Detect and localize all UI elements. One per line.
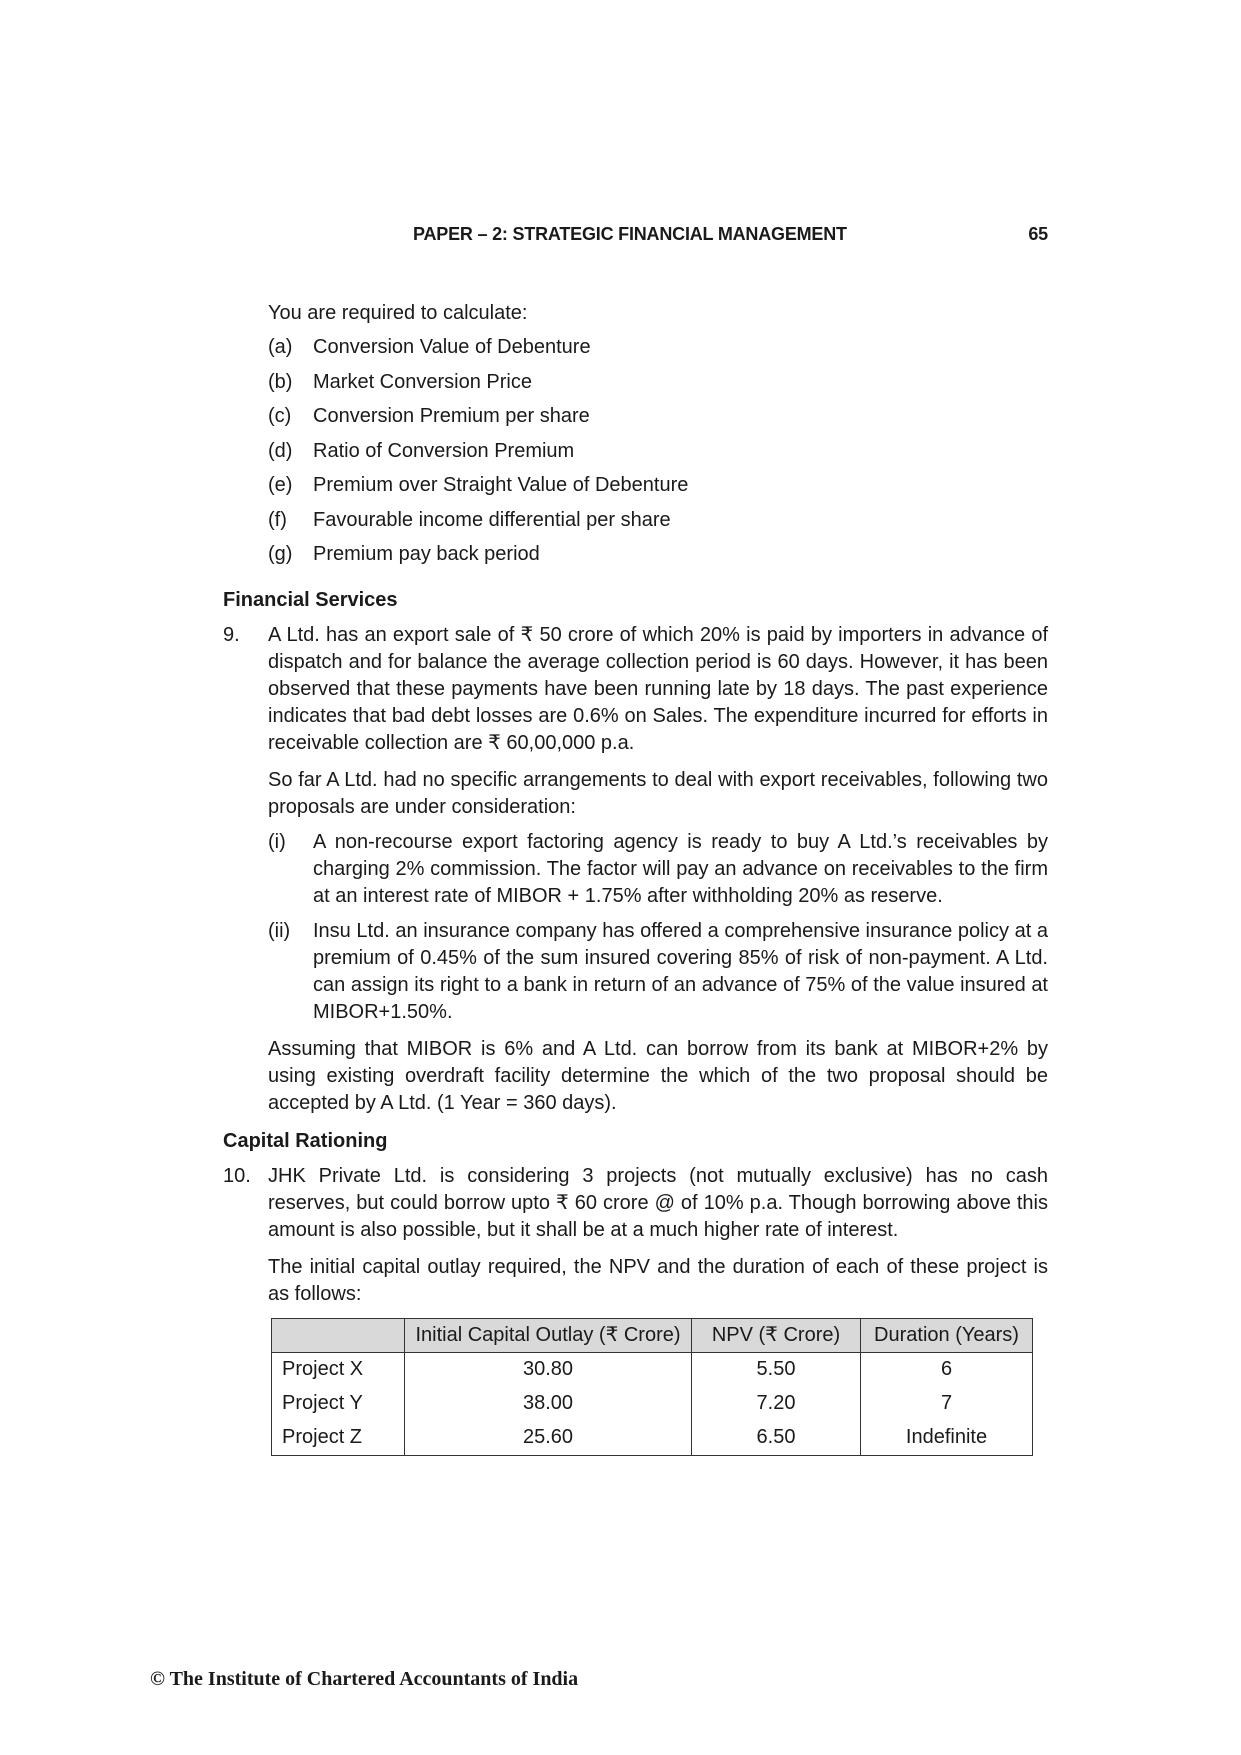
intro-text: You are required to calculate: <box>268 302 528 324</box>
table-cell: 30.80 <box>405 1352 692 1387</box>
table-cell: 6 <box>861 1352 1033 1387</box>
list-item: (g) Premium pay back period <box>268 543 540 565</box>
question-paragraph: Assuming that MIBOR is 6% and A Ltd. can borrow from its bank at MIBOR+2% by using existing overdraft facility determine the which of the two proposal should be accepted by A Ltd. (1 Year = 360 days). <box>268 1037 1048 1114</box>
table-row <box>272 1387 1033 1421</box>
table-cell: 7.20 <box>692 1387 861 1421</box>
table-header-row <box>272 1318 1033 1352</box>
proposal-item: (ii) Insu Ltd. an insurance company has offered a comprehensive insurance policy at a premium of 0.45% of the sum insured covering 85% of risk of non-payment. A Ltd. can assign its right to a bank in return of an advance of 75% of the value insured at MIBOR+1.50%. <box>268 919 1048 1023</box>
header-title: PAPER – 2: STRATEGIC FINANCIAL MANAGEMENT <box>413 224 847 244</box>
column-header: Duration (Years) <box>861 1318 1033 1352</box>
question-paragraph: JHK Private Ltd. is considering 3 projects (not mutually exclusive) has no cash reserves, but could borrow upto ₹ 60 crore @ of 10% p.a. Though borrowing above this amount is also possible, but it shall be at a much higher rate of interest. <box>268 1164 1048 1241</box>
table-cell: Project X <box>272 1352 405 1387</box>
question-paragraph: A Ltd. has an export sale of ₹ 50 crore of which 20% is paid by importers in advance of dispatch and for balance the average collection period is 60 days. However, it has been observed that these payments have been running late by 18 days. The past experience indicates that bad debt losses are 0.6% on Sales. The expenditure incurred for efforts in receivable collection are ₹ 60,00,000 p.a. <box>268 623 1048 754</box>
column-header <box>272 1318 405 1352</box>
table-cell: Project Z <box>272 1421 405 1456</box>
question-paragraph: The initial capital outlay required, the NPV and the duration of each of these project is as follows: <box>268 1255 1048 1305</box>
question-9 <box>223 622 1048 1117</box>
page-footer: © The Institute of Chartered Accountants of India <box>150 1668 579 1690</box>
table-cell: Indefinite <box>861 1421 1033 1456</box>
question-number: 9. <box>223 623 240 646</box>
question-number: 10. <box>223 1164 251 1187</box>
section-heading-financial-services: Financial Services <box>223 588 398 611</box>
requirements-list <box>268 334 1048 576</box>
question-paragraph: So far A Ltd. had no specific arrangements to deal with export receivables, following two proposals are under consideration: <box>268 768 1048 818</box>
projects-table <box>271 1318 1033 1456</box>
table-cell: 7 <box>861 1387 1033 1421</box>
table-cell: 25.60 <box>405 1421 692 1456</box>
table-cell: 38.00 <box>405 1387 692 1421</box>
list-item: (e) Premium over Straight Value of Debenture <box>268 474 689 496</box>
column-header: Initial Capital Outlay (₹ Crore) <box>405 1318 692 1352</box>
question-10 <box>223 1163 1048 1308</box>
list-item: (d) Ratio of Conversion Premium <box>268 439 575 462</box>
table-row <box>272 1421 1033 1456</box>
table-cell: 5.50 <box>692 1352 861 1387</box>
table-cell: Project Y <box>272 1387 405 1421</box>
list-item: (f) Favourable income differential per share <box>268 508 671 531</box>
section-heading-capital-rationing: Capital Rationing <box>223 1129 388 1152</box>
table-cell: 6.50 <box>692 1421 861 1456</box>
list-item: (c) Conversion Premium per share <box>268 405 590 427</box>
column-header: NPV (₹ Crore) <box>692 1318 861 1352</box>
page-body <box>223 300 1048 1456</box>
list-item: (a) Conversion Value of Debenture <box>268 336 591 358</box>
list-item: (b) Market Conversion Price <box>268 370 532 393</box>
page-header <box>223 224 1048 248</box>
page-number: 65 <box>1028 224 1048 244</box>
table-row <box>272 1352 1033 1387</box>
proposal-item: (i) A non-recourse export factoring agency is ready to buy A Ltd.’s receivables by charging 2% commission. The factor will pay an advance on receivables to the firm at an interest rate of MIBOR + 1.75% after withholding 20% as reserve. <box>268 830 1048 907</box>
